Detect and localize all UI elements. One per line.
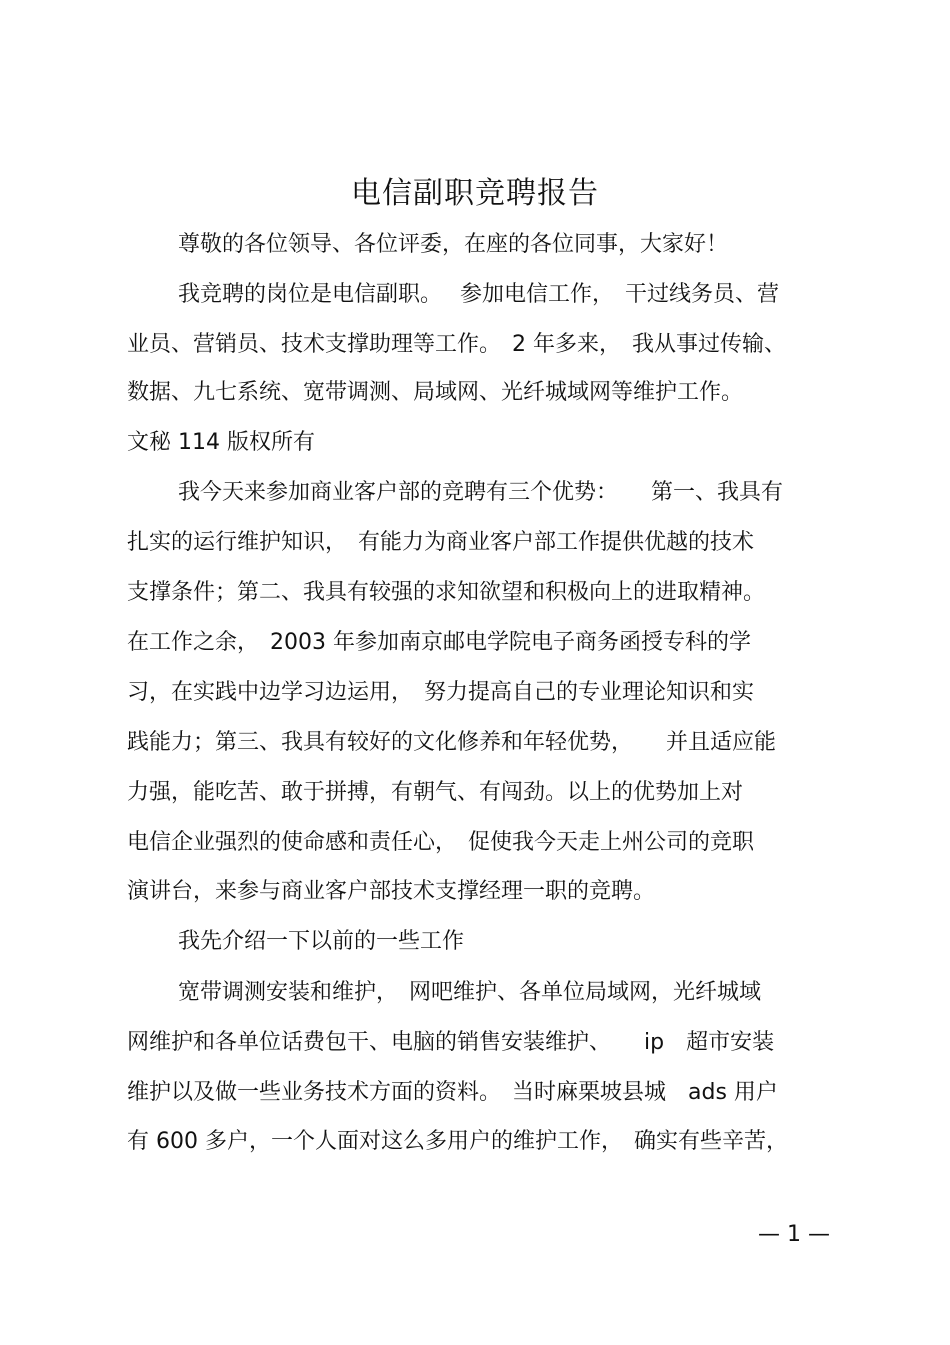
- text-line-9: 在工作之余， 2003 年参加南京邮电学院电子商务函授专科的学: [127, 630, 751, 655]
- text-line-18: 维护以及做一些业务技术方面的资料。 当时麻栗坡县城 ads 用户: [127, 1080, 778, 1105]
- text-line-5: 文秘 114 版权所有: [127, 430, 315, 455]
- text-line-13: 电信企业强烈的使命感和责任心， 促使我今天走上州公司的竞职: [127, 830, 755, 855]
- document-title: 电信副职竞聘报告: [351, 176, 599, 211]
- text-line-14: 演讲台，来参与商业客户部技术支撑经理一职的竞聘。: [127, 879, 656, 904]
- page-number: — 1 —: [758, 1222, 830, 1247]
- text-line-12: 力强，能吃苦、敢于拼搏，有朝气、有闯劲。以上的优势加上对: [127, 780, 744, 805]
- text-line-2: 我竞聘的岗位是电信副职。 参加电信工作， 干过线务员、营: [178, 282, 779, 307]
- text-line-1: 尊敬的各位领导、各位评委，在座的各位同事，大家好！: [178, 232, 729, 257]
- text-line-10: 习，在实践中边学习边运用， 努力提高自己的专业理论知识和实: [127, 680, 755, 705]
- text-line-7: 扎实的运行维护知识， 有能力为商业客户部工作提供优越的技术: [127, 530, 755, 555]
- text-line-11: 践能力；第三、我具有较好的文化修养和年轻优势， 并且适应能: [127, 730, 777, 755]
- text-line-6: 我今天来参加商业客户部的竞聘有三个优势： 第一、我具有: [178, 480, 784, 505]
- text-line-4: 数据、九七系统、宽带调测、局域网、光纤城域网等维护工作。: [127, 380, 744, 405]
- text-line-15: 我先介绍一下以前的一些工作: [178, 929, 465, 954]
- text-line-17: 网维护和各单位话费包干、电脑的销售安装维护、 ip 超市安装: [127, 1030, 775, 1055]
- text-line-3: 业员、营销员、技术支撑助理等工作。 2 年多来， 我从事过传输、: [127, 332, 786, 357]
- text-line-16: 宽带调测安装和维护， 网吧维护、各单位局域网，光纤城域: [178, 980, 762, 1005]
- text-line-8: 支撑条件；第二、我具有较强的求知欲望和积极向上的进取精神。: [127, 580, 766, 605]
- text-line-19: 有 600 多户，一个人面对这么多用户的维护工作， 确实有些辛苦，: [127, 1129, 788, 1154]
